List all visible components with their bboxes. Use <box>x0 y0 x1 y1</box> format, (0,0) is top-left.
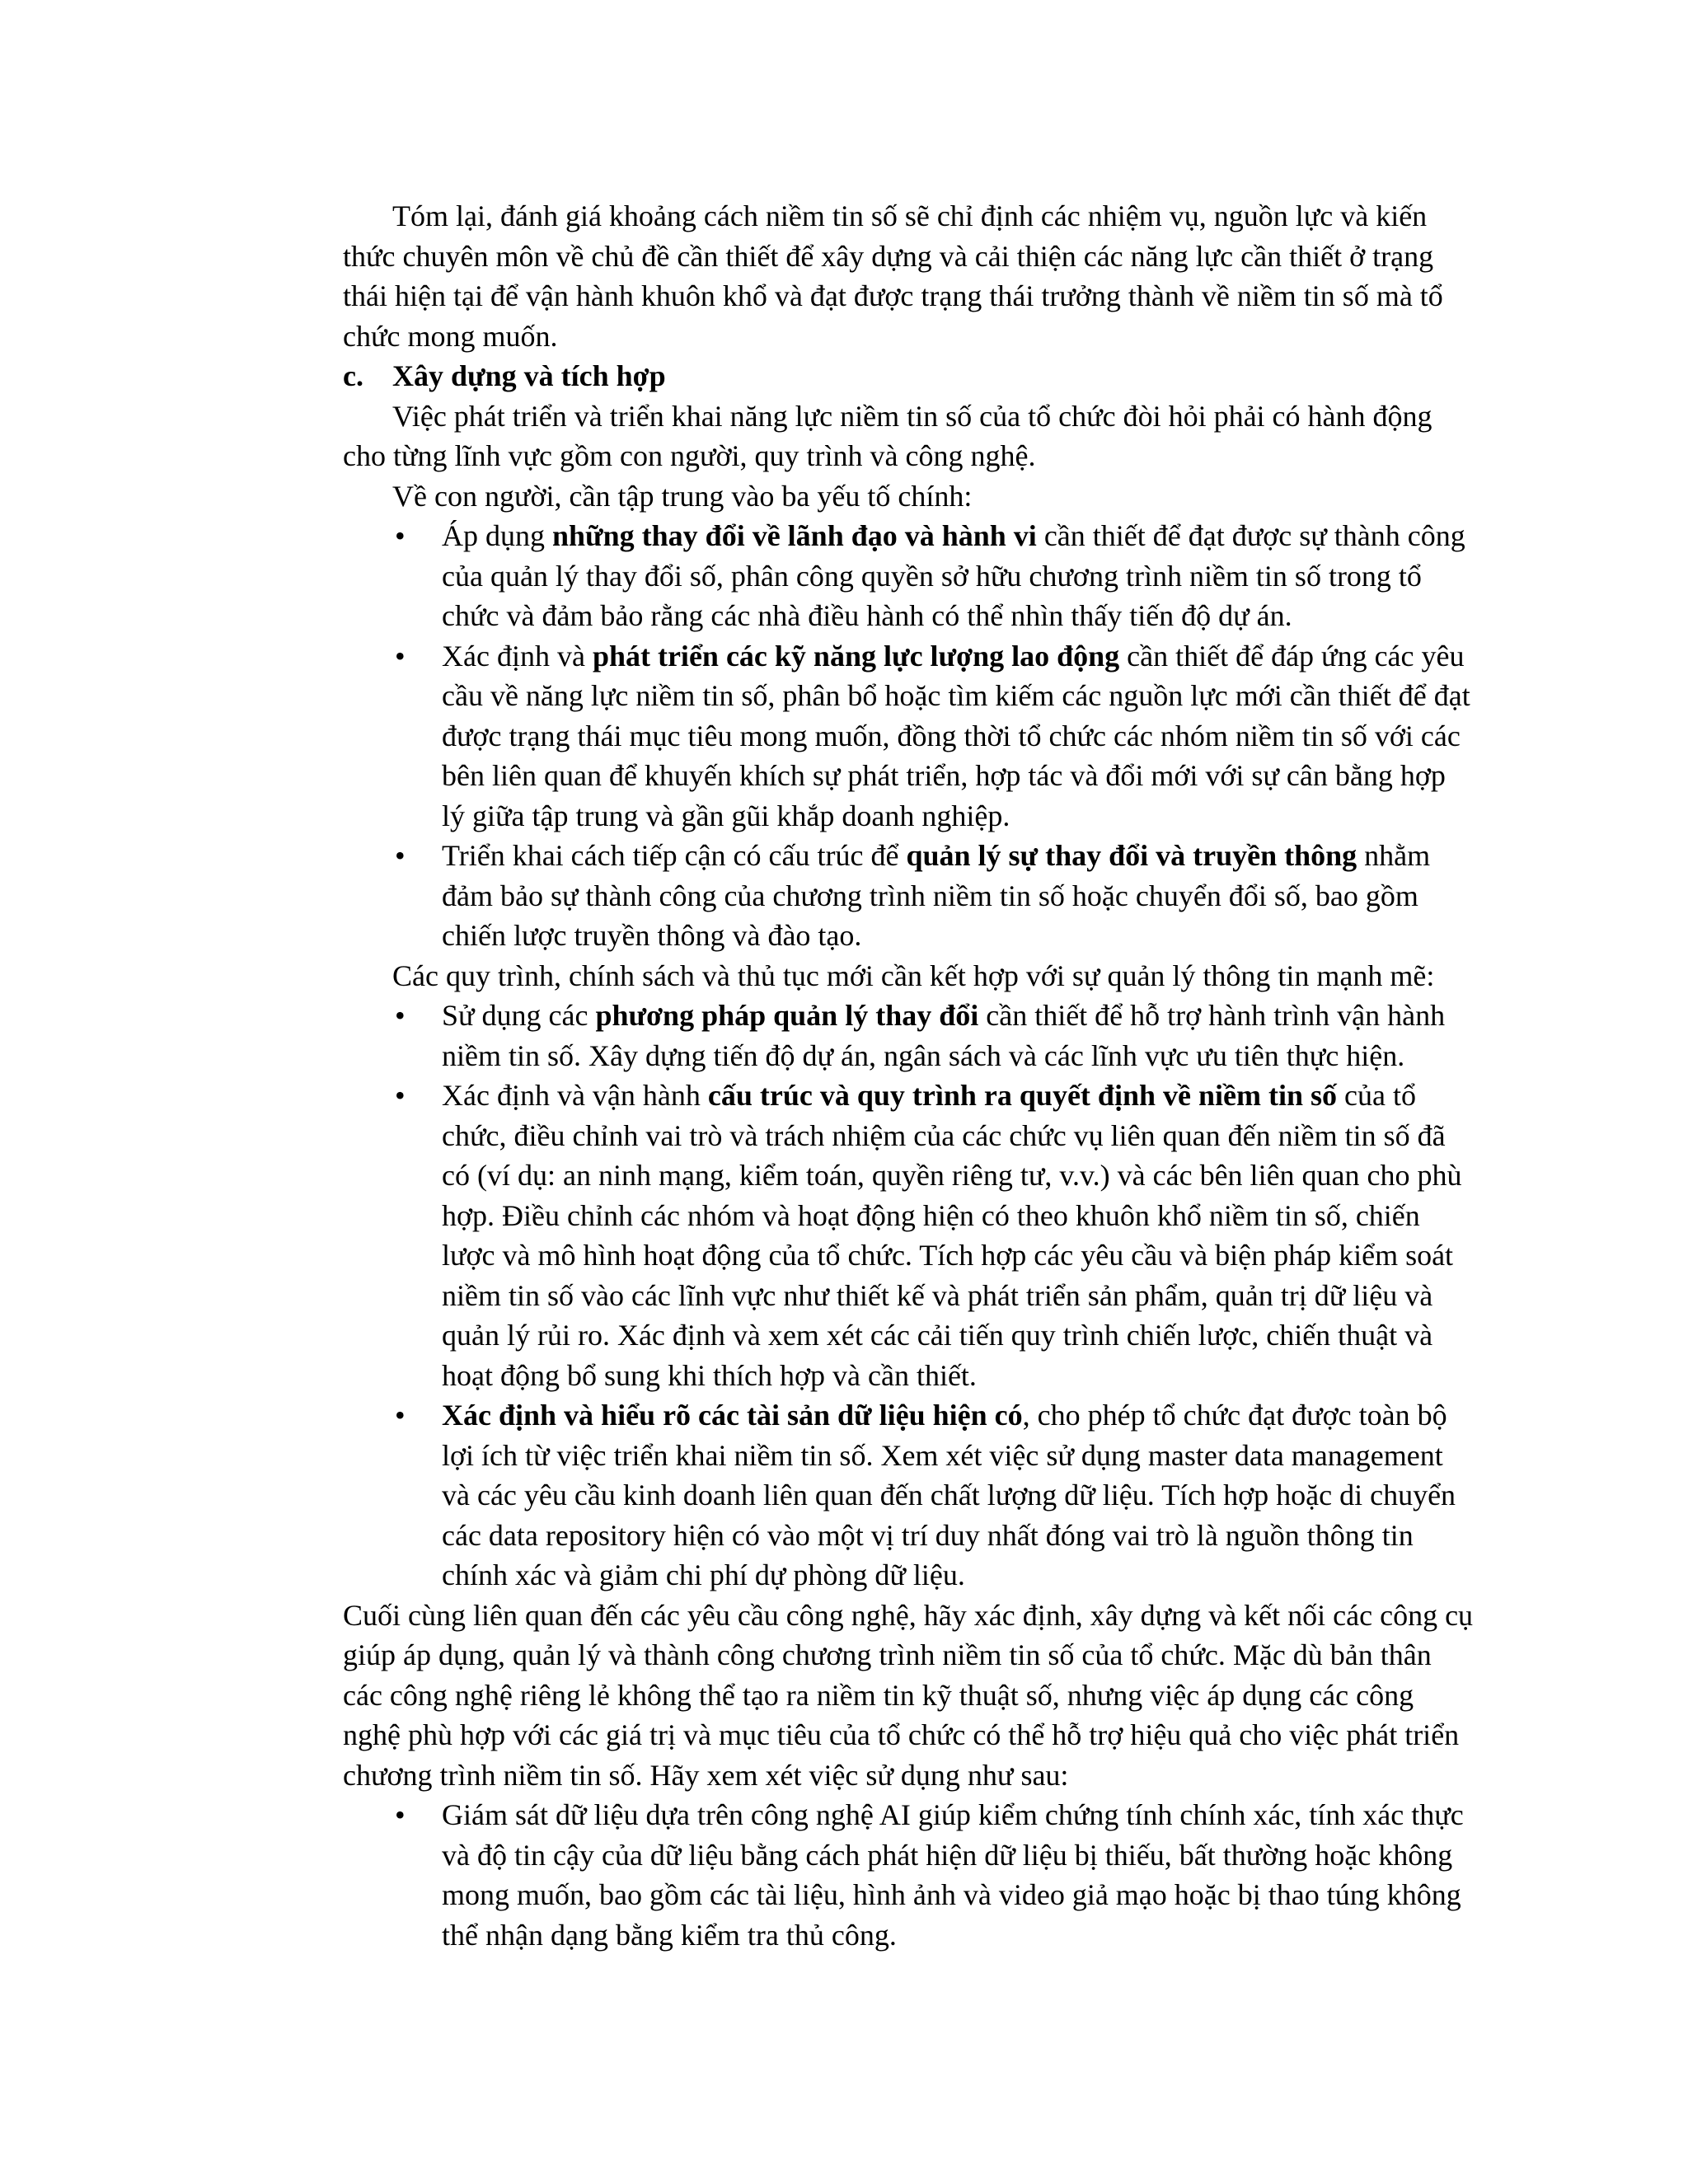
people-intro: Về con người, cần tập trung vào ba yếu tố chính: <box>392 479 973 513</box>
item-text: Xác định và vận hành <box>442 1079 708 1112</box>
process-intro: Các quy trình, chính sách và thủ tục mới cần kết hợp với sự quản lý thông tin mạnh mẽ: <box>392 958 1435 992</box>
list-item <box>343 516 1474 636</box>
item-text: cần thiết để hỗ trợ hành trình vận hành niềm tin số. Xây dựng tiến độ dự án, ngân sách và các lĩnh vực ưu tiên thực hiện. <box>442 999 1446 1072</box>
list-item <box>343 636 1474 837</box>
list-item <box>343 836 1474 956</box>
bullet-icon: • <box>395 1079 406 1112</box>
item-emphasis: quản lý sự thay đổi và truyền thông <box>906 839 1357 872</box>
section-letter: c. <box>343 359 363 392</box>
item-emphasis: phát triển các kỹ năng lực lượng lao động <box>592 639 1120 673</box>
bullet-icon: • <box>395 1399 406 1432</box>
bullet-icon: • <box>395 1798 406 1831</box>
bullet-icon: • <box>395 999 406 1032</box>
bullet-icon: • <box>395 639 406 673</box>
list-item <box>343 1076 1474 1395</box>
item-text: Sử dụng các <box>442 999 596 1032</box>
item-text: cần thiết để đạt được sự thành công của quản lý thay đổi số, phân công quyền sở hữu chương trình niềm tin số trong tổ chức và đảm bảo rằng các nhà điều hành có thể nhìn thấy tiến độ dự án. <box>442 519 1465 632</box>
item-text: nhằm đảm bảo sự thành công của chương trình niềm tin số hoặc chuyển đổi số, bao gồm chiến lược truyền thông và đào tạo. <box>442 839 1431 952</box>
development-paragraph: Việc phát triển và triển khai năng lực niềm tin số của tổ chức đòi hỏi phải có hành động cho từng lĩnh vực gồm con người, quy trình và công nghệ. <box>343 399 1432 472</box>
item-text: Giám sát dữ liệu dựa trên công nghệ AI giúp kiểm chứng tính chính xác, tính xác thực và độ tin cậy của dữ liệu bằng cách phát hiện dữ liệu bị thiếu, bất thường hoặc không mong muốn, bao gồm các tài liệu, hình ảnh và video giả mạo hoặc bị thao túng không thể nhận dạng bằng kiểm tra thủ công. <box>442 1798 1464 1952</box>
process-list <box>343 996 1474 1596</box>
list-item <box>343 1395 1474 1596</box>
section-heading-c <box>343 356 1474 396</box>
item-emphasis: cấu trúc và quy trình ra quyết định về niềm tin số <box>707 1079 1337 1112</box>
item-emphasis: Xác định và hiểu rõ các tài sản dữ liệu hiện có <box>442 1399 1023 1432</box>
item-text: của tổ chức, điều chỉnh vai trò và trách nhiệm của các chức vụ liên quan đến niềm tin số đã có (ví dụ: an ninh mạng, kiểm toán, quyền riêng tư, v.v.) và các bên liên quan cho phù hợp. Điều chỉnh các nhóm và hoạt động hiện có theo khuôn khổ niềm tin số, chiến lược và mô hình hoạt động của tổ chức. Tích hợp các yêu cầu và biện pháp kiểm soát niềm tin số vào các lĩnh vực như thiết kế và phát triển sản phẩm, quản trị dữ liệu và quản lý rủi ro. Xác định và xem xét các cải tiến quy trình chiến lược, chiến thuật và hoạt động bổ sung khi thích hợp và cần thiết. <box>442 1079 1462 1392</box>
summary-paragraph: Tóm lại, đánh giá khoảng cách niềm tin số sẽ chỉ định các nhiệm vụ, nguồn lực và kiến thức chuyên môn về chủ đề cần thiết để xây dựng và cải thiện các năng lực cần thiết ở trạng thái hiện tại để vận hành khuôn khổ và đạt được trạng thái trưởng thành về niềm tin số mà tổ chức mong muốn. <box>343 199 1443 353</box>
item-text: cần thiết để đáp ứng các yêu cầu về năng lực niềm tin số, phân bổ hoặc tìm kiếm các nguồn lực mới cần thiết để đạt được trạng thái mục tiêu mong muốn, đồng thời tổ chức các nhóm niềm tin số với các bên liên quan để khuyến khích sự phát triển, hợp tác và đổi mới với sự cân bằng hợp lý giữa tập trung và gần gũi khắp doanh nghiệp. <box>442 639 1470 832</box>
section-title: Xây dựng và tích hợp <box>392 359 666 392</box>
technology-list <box>343 1795 1474 1955</box>
document-body <box>343 196 1474 1955</box>
item-text: Triển khai cách tiếp cận có cấu trúc để <box>442 839 907 872</box>
bullet-icon: • <box>395 839 406 872</box>
item-emphasis: những thay đổi về lãnh đạo và hành vi <box>552 519 1037 552</box>
technology-paragraph: Cuối cùng liên quan đến các yêu cầu công nghệ, hãy xác định, xây dựng và kết nối các công cụ giúp áp dụng, quản lý và thành công chương trình niềm tin số của tổ chức. Mặc dù bản thân các công nghệ riêng lẻ không thể tạo ra niềm tin kỹ thuật số, nhưng việc áp dụng các công nghệ phù hợp với các giá trị và mục tiêu của tổ chức có thể hỗ trợ hiệu quả cho việc phát triển chương trình niềm tin số. Hãy xem xét việc sử dụng như sau: <box>343 1598 1474 1792</box>
list-item <box>343 996 1474 1076</box>
item-text: , cho phép tổ chức đạt được toàn bộ lợi ích từ việc triển khai niềm tin số. Xem xét việc sử dụng master data management và các yêu cầu kinh doanh liên quan đến chất lượng dữ liệu. Tích hợp hoặc di chuyển các data repository hiện có vào một vị trí duy nhất đóng vai trò là nguồn thông tin chính xác và giảm chi phí dự phòng dữ liệu. <box>442 1399 1456 1591</box>
item-emphasis: phương pháp quản lý thay đổi <box>595 999 979 1032</box>
bullet-icon: • <box>395 519 406 552</box>
people-list <box>343 516 1474 956</box>
item-text: Xác định và <box>442 639 593 673</box>
item-text: Áp dụng <box>442 519 552 552</box>
list-item <box>343 1795 1474 1955</box>
